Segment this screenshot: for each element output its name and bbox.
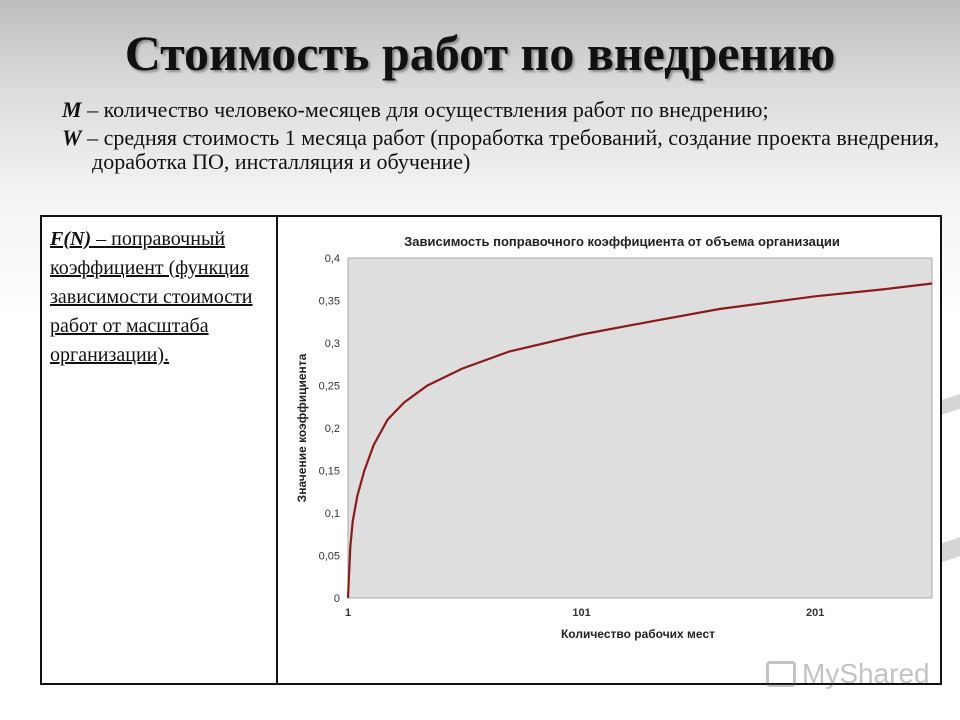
symbol-fn: F(N) [50,228,92,250]
symbol-m: M [62,97,82,122]
x-tick-label: 1 [344,607,352,619]
description [62,98,942,178]
plot-area [348,258,932,598]
table-divider [276,217,278,683]
y-tick-label: 0,35 [318,295,340,308]
y-tick-label: 0 [333,593,340,605]
y-tick-label: 0,3 [324,338,340,350]
y-tick-label: 0,1 [324,508,340,520]
y-tick-label: 0,25 [318,380,340,393]
description-text-w: – средняя стоимость 1 месяца работ (проработка требований, создание проекта внедрения, доработка ПО, инсталляция и обучение) [81,125,940,174]
slide-title: Стоимость работ по внедрению [124,25,836,81]
x-tick-label: 201 [806,607,825,619]
description-line-m [62,98,942,122]
description-line-w [62,126,942,174]
chart-title: Зависимость поправочного коэффициента от объема организации [404,234,840,249]
y-tick-label: 0,05 [318,550,340,563]
content-table [40,215,942,685]
presentation-icon [766,661,796,687]
coefficient-chart [292,232,936,672]
y-tick-label: 0,15 [318,465,340,478]
watermark-text: MyShared [802,658,930,689]
symbol-w: W [62,125,82,150]
y-axis-label: Значение коэффициента [295,353,309,503]
watermark [766,654,936,694]
coefficient-note-text: – поправочный коэффициент (функция зависимости стоимости работ от масштаба организации). [50,228,253,366]
coefficient-note [50,225,272,370]
description-text-m: – количество человеко-месяцев для осуществления работ по внедрению; [81,97,769,122]
x-tick-label: 101 [572,607,591,619]
y-tick-label: 0,4 [324,253,340,265]
x-axis-label: Количество рабочих мест [560,627,716,641]
y-tick-label: 0,2 [324,423,340,435]
